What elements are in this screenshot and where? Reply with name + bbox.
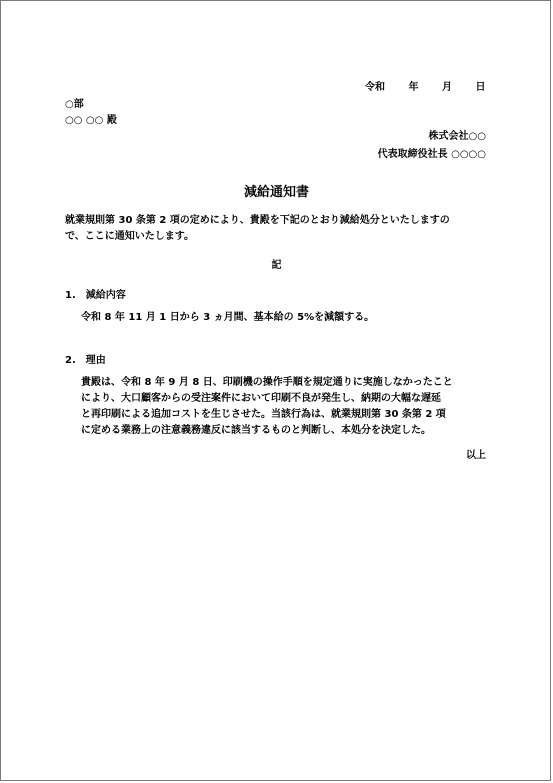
- section1-heading: 1. 減給内容: [65, 290, 126, 301]
- document-title: 減給通知書: [243, 185, 309, 200]
- section2-line-1: 貴殿は、令和 8 年 9 月 8 日、印刷機の操作手順を規定通りに実施しなかったこと: [81, 377, 453, 388]
- date-era: 令和: [365, 82, 385, 93]
- company-name: 株式会社○○: [428, 131, 486, 142]
- closing-text: 以上: [466, 450, 486, 461]
- date-month: 月: [441, 82, 452, 93]
- section2-body: [81, 375, 501, 439]
- recipient-department: ○部: [65, 99, 84, 110]
- ki-heading: 記: [271, 260, 282, 271]
- date-year: 年: [408, 82, 419, 93]
- section2-heading: 2. 理由: [65, 355, 106, 366]
- date-day: 日: [475, 82, 486, 93]
- section2-line-2: により、大口顧客からの受注案件において印刷不良が発生し、納期の大幅な遅延: [81, 393, 441, 404]
- intro-paragraph: [65, 213, 495, 245]
- ceo-name: 代表取締役社長 ○○○○: [377, 149, 486, 160]
- recipient-name: ○○ ○○ 殿: [65, 115, 117, 126]
- section2-line-3: と再印刷による追加コストを生じさせた。当該行為は、就業規則第 30 条第 2 項: [81, 409, 446, 420]
- intro-line-1: 就業規則第 30 条第 2 項の定めにより、貴殿を下記のとおり減給処分といたしますの: [65, 215, 450, 226]
- date-line: [365, 81, 485, 94]
- intro-line-2: で、ここに通知いたします。: [65, 231, 194, 242]
- section2-line-4: に定める業務上の注意義務違反に該当するものと判断し、本処分を決定した。: [81, 425, 431, 436]
- section1-body: 令和 8 年 11 月 1 日から 3 ヵ月間、基本給の 5%を減額する。: [81, 312, 375, 323]
